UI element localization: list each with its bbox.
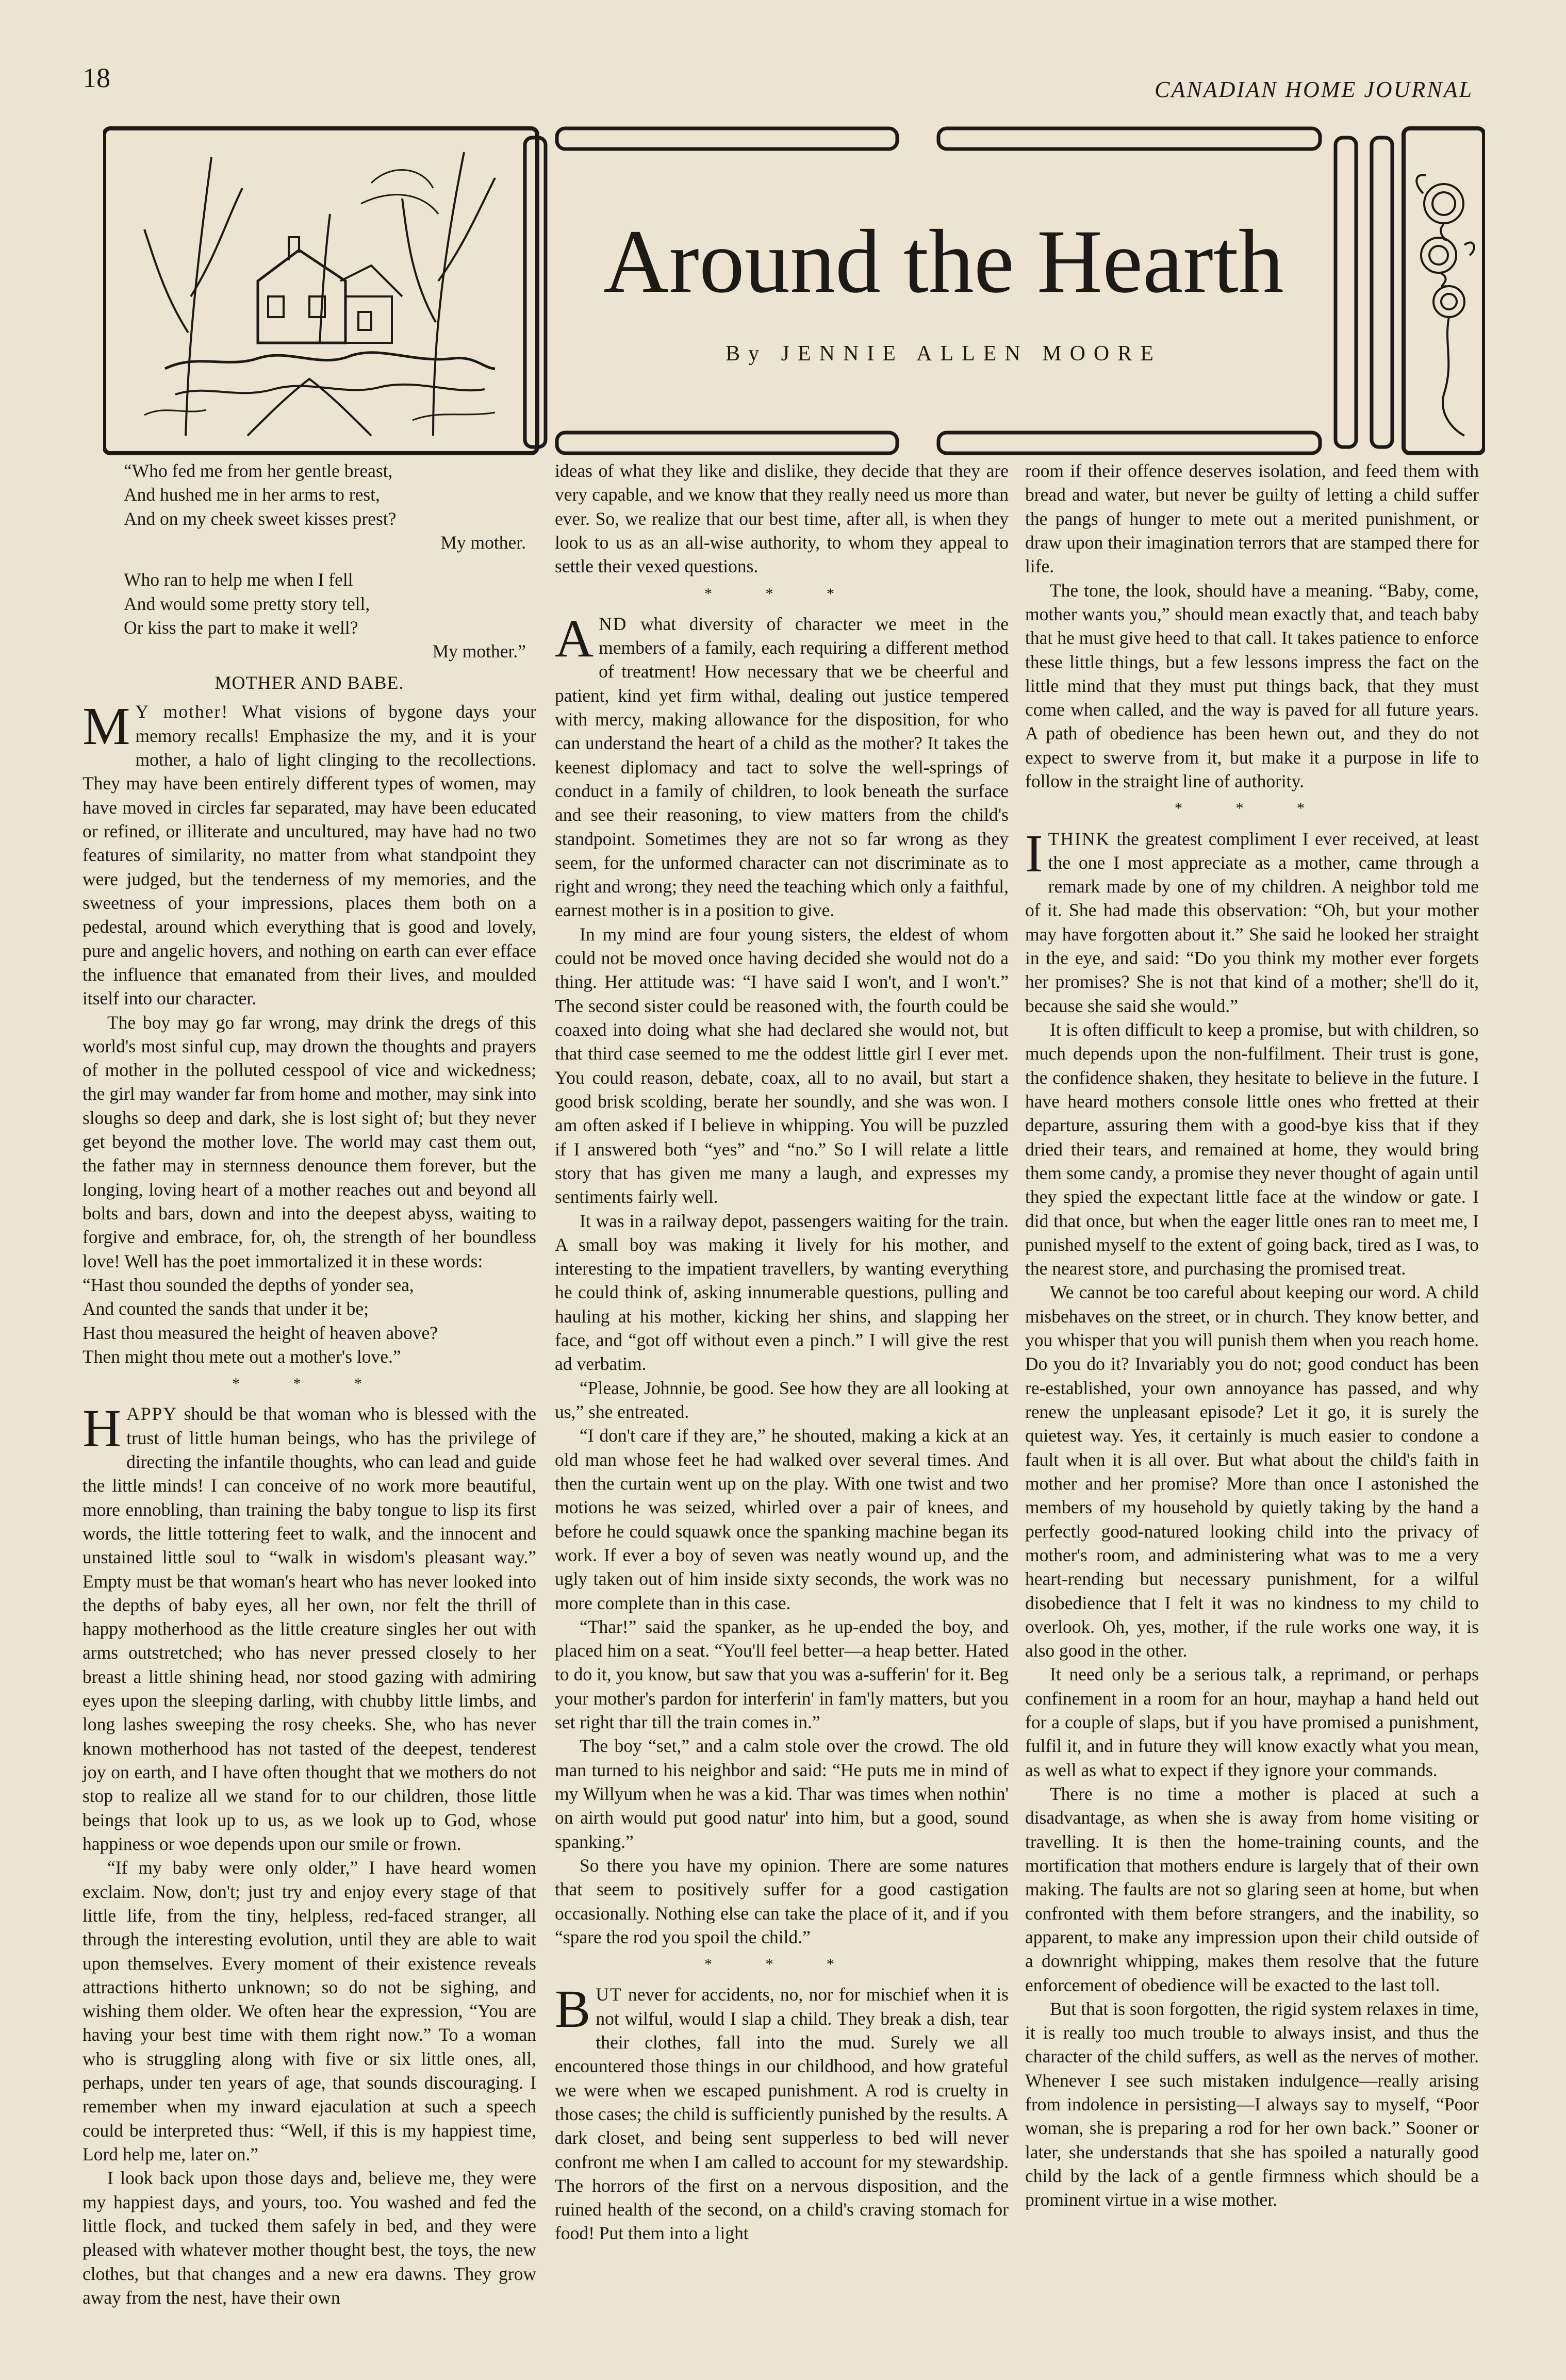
paragraph: It need only be a serious talk, a reprimand, or perhaps confinement in a room for an hour, mayhap a hand held out for a couple of slaps, but if you have promised a punishment, fulfil it, and in future they will know exactly what you mean, as well as what to expect if they ignore your commands.	[1025, 1664, 1479, 1780]
paragraph: “Please, Johnnie, be good. See how they are all looking at us,” she entreated.	[555, 1377, 1009, 1423]
drop-cap: M	[83, 697, 130, 756]
section-divider: * * *	[704, 1956, 859, 1973]
paragraph-text: should be that woman who is blessed with the trust of little human beings, who has the privilege of directing the infantile thoughts, who can lead and guide the little minds! I can conceive of no work more beautiful, more ennobling, than training the baby tongue to lisp its first words, the little tottering feet to walk, and the innocent and unstained little soul to “walk in wisdom's pleasant way.” Empty must be that woman's heart who has never looked into the depths of baby eyes, all her own, nor felt the thrill of happy motherhood as the little creature singles her out with arms outstretched; who has never pressed closely to her breast a little shining head, nor stood gazing with admiring eyes upon the sleeping darling, with chubby little limbs, and long lashes sweeping the rosy cheeks. She, who has never known motherhood has not tasted of the deepest, tenderest joy on earth, and I have often thought that we mothers do not stop to realize all we stand for to our children, those little beings that look up to us, as we look up to God, whose happiness or woe depends upon our smile or frown.	[83, 1403, 536, 1854]
poem-line: “Hast thou sounded the depths of yonder sea,	[83, 1274, 414, 1295]
paragraph	[83, 697, 536, 1010]
article-byline: By JENNIE ALLEN MOORE	[726, 342, 1162, 366]
paragraph: It is often difficult to keep a promise, but with children, so much depends upon the non-fulfilment. Their trust is gone, the confidence shaken, they hesitate to believe in the future. I have heard mothers console little ones who fretted at their departure, assuring them with a good-bye kiss that if they dried their tears, and remained at home, they would bring them some candy, a promise they never thought of again until they spied the expectant little face at the window or gate. I did that once, but when the eager little ones ran to meet me, I punished myself to the extent of going back, tired as I was, to the nearest store, and purchasing the promised treat.	[1025, 1019, 1479, 1279]
poem-opening	[124, 459, 536, 664]
paragraph: So there you have my opinion. There are some natures that seem to positively suffer for a good castigation occasionally. Nothing else can take the place of it, and if you “spare the rod you spoil the child.”	[555, 1855, 1009, 1947]
paragraph-text: the greatest compliment I ever received, at least the one I most appreciate as a mother, came through a remark made by one of my children. A neighbor told me of it. She had made this observation: “Oh, but your mother may have forgotten about it.” She said he looked her straight in the eye, and said: “Do you think my mother ever forgets her promises? She is not that kind of a mother; she'll do it, because she said she would.”	[1025, 828, 1479, 1016]
lead-words: ND	[599, 613, 628, 634]
poem-line: Who ran to help me when I fell	[124, 569, 353, 590]
poem-quote	[83, 1273, 536, 1368]
column-middle	[555, 459, 1009, 2346]
poem-line: Hast thou measured the height of heaven above?	[83, 1322, 438, 1343]
paragraph: The tone, the look, should have a meaning. “Baby, come, mother wants you,” should mean exactly that, and teach baby that he must give heed to that call. It takes patience to enforce these little things, but a few lessons impress the fact on the little mind that they must put things back, that they must come when called, and the way is paved for all future years. A path of obedience has been hewn out, and they do not expect to swerve from it, but make it a purpose in life to follow in the straight line of authority.	[1025, 580, 1479, 792]
column-left	[83, 459, 536, 2346]
section-subhead: MOTHER AND BABE.	[215, 672, 404, 693]
drop-cap: A	[555, 608, 594, 668]
lead-words: THINK	[1048, 828, 1111, 849]
house-trees-illustration-icon	[144, 152, 495, 436]
paragraph: It was in a railway depot, passengers waiting for the train. A small boy was making it lively for his mother, and interesting to the impatient travellers, by wanting everything he could think of, asking innumerable questions, pulling and hauling at his mother, kicking her shins, and slapping her face, and “got off without even a pinch.” I will give the rest ad verbatim.	[555, 1210, 1009, 1375]
paragraph-text: what diversity of character we meet in the members of a family, each requiring a different method of treatment! How necessary that we be cheerful and patient, kind yet firm withal, dealing out justice tempered with mercy, making allowance for the disposition, for who can understand the heart of a child as the mother? It takes the keenest diplomacy and tact to solve the well-springs of conduct in a family of children, to look beneath the surface and see their reasoning, to view matters from the child's standpoint. Sometimes they are not so far wrong as they seem, for the unformed character can not discriminate as to right and wrong; they need the teaching which only a faithful, earnest mother is in a position to give.	[555, 613, 1009, 921]
paragraph: The boy “set,” and a calm stole over the crowd. The old man turned to his neighbor and said: “He puts me in mind of my Willyum when he was a kid. Thar was times when nothin' on airth would put good natur' into him, but a good, sound spanking.”	[555, 1736, 1009, 1852]
rose-vine-icon	[1416, 175, 1474, 436]
paragraph: We cannot be too careful about keeping our word. A child misbehaves on the street, or in church. They know better, and you whisper that you will punish them when you reach home. Do you do it? Invariably you do not; good conduct has been re-established, your own annoyance has passed, and why renew the unpleasant episode? Let it go, it is surely the quietest way. Yes, it certainly is much easier to condone a fault when it is all over. But what about the child's faith in mother and her promise? More than once I astonished the members of my household by quietly taking by the hand a perfectly good-natured looking child into the privacy of mother's room, and administering what was to me a very heart-rending but necessary punishment, for a wilful disobedience that I felt it was no kindness to my child to overlook. Oh, yes, mother, if the rule works one way, it is also good in the other.	[1025, 1282, 1479, 1661]
poem-line: And counted the sands that under it be;	[83, 1298, 369, 1319]
paragraph	[555, 608, 1009, 922]
paragraph: I look back upon those days and, believe me, they were my happiest days, and yours, too. You washed and fed the little flock, and tucked them safely in bed, and they were pleased with whatever mother thought best, the toys, the new clothes, but that changes and a new era dawns. They grow away from the nest, have their own	[83, 2168, 536, 2308]
paragraph: ideas of what they like and dislike, they decide that they are very capable, and we know that they really need us more than ever. So, we realize that our best time, after all, is when they look to us as an all-wise authority, to whom they appeal to settle their vexed questions.	[555, 460, 1009, 577]
poem-line: And would some pretty story tell,	[124, 593, 370, 614]
drop-cap: H	[83, 1399, 122, 1459]
paragraph	[83, 1399, 536, 1856]
drop-cap: B	[555, 1979, 591, 2039]
poem-line: Then might thou mete out a mother's love.”	[83, 1346, 401, 1367]
article-title: Around the Hearth	[603, 211, 1284, 312]
poem-refrain: My mother.	[440, 532, 526, 553]
lead-words: APPY	[126, 1403, 177, 1425]
paragraph-text: never for accidents, no, nor for mischief when it is not wilful, would I slap a child. They break a dish, tear their clothes, fall into the mud. Surely we all encountered those things in our childhood, and how grateful we were when we escaped punishment. A rod is cruelty in those cases; the child is sufficiently punished by the results. A dark closet, and being sent supperless to bed will never confront me when I am called to account for my stewardship. The horrors of the first on a nervous disposition, and the ruined health of the second, on a child's craving stomach for food! Put them into a light	[555, 1984, 1009, 2244]
paragraph: But that is soon forgotten, the rigid system relaxes in time, it is really too much trouble to always insist, and thus the character of the child suffers, as well as the nerves of mother. Whenever I see such mistaken indulgence—really arising from indolence in persisting—I always say to myself, “Poor woman, she is preparing a rod for her own back.” Sooner or later, she understands that she has spoiled a naturally good child by the lack of a gentle firmness which should be a prominent virtue in a wise mother.	[1025, 1998, 1479, 2210]
lead-words: Y mother!	[135, 701, 229, 722]
column-right	[1025, 459, 1479, 2346]
running-head: CANADIAN HOME JOURNAL	[1155, 77, 1473, 102]
poem-line: “Who fed me from her gentle breast,	[124, 460, 393, 481]
poem-line: Or kiss the part to make it well?	[124, 617, 358, 638]
paragraph: room if their offence deserves isolation, and feed them with bread and water, but never be guilty of letting a child suffer the pangs of hunger to mete out a merited punishment, or draw upon their imagination terrors that are stamped there for life.	[1025, 460, 1479, 577]
paragraph	[1025, 823, 1479, 1018]
section-divider: * * *	[704, 585, 859, 602]
paragraph: “If my baby were only older,” I have heard women exclaim. Now, don't; just try and enjoy every stage of that little life, from the tiny, helpless, red-faced stranger, all through the interesting evolution, until they are able to wait upon themselves. Every moment of their existence reveals attractions hitherto unknown; so do not be sighing, and wishing them older. We often hear the expression, “You are having your best time with them right now.” To a woman who is struggling along with five or six little ones, all, perhaps, under ten years of age, that sounds discouraging. I remember when my inward ejaculation at such a speech could be interpreted thus: “Well, if this is my happiest time, Lord help me, later on.”	[83, 1857, 536, 2165]
section-divider: * * *	[1175, 800, 1329, 817]
section-divider: * * *	[232, 1375, 387, 1393]
page-number: 18	[83, 62, 110, 93]
poem-refrain: My mother.”	[432, 641, 526, 662]
paragraph: There is no time a mother is placed at such a disadvantage, as when she is away from home visiting or travelling. It is then the home-training counts, and the mortification that mothers endure is largely that of their own making. The faults are not so glaring seen at home, but when confronted with them before strangers, and the inability, so apparent, to make any impression upon their child outside of a downright whipping, makes them resolve that the future enforcement of obedience will be exacted to the last toll.	[1025, 1783, 1479, 1995]
paragraph	[555, 1979, 1009, 2245]
lead-words: UT	[596, 1984, 622, 2005]
paragraph: “Thar!” said the spanker, as he up-ended the boy, and placed him on a seat. “You'll feel better—a heap better. Hated to do it, you know, but saw that you was a-sufferin' for it. Beg your mother's pardon for interferin' in fam'ly matters, but you set right thar till the train comes in.”	[555, 1616, 1009, 1733]
paragraph: The boy may go far wrong, may drink the dregs of this world's most sinful cup, may drown the thoughts and prayers of mother in the polluted cesspool of vice and wickedness; the girl may wander far from home and mother, may sink into sloughs so deep and dark, she is lost sight of; but they never get beyond the mother love. The world may cast them out, the father may in sternness denounce them forever, but the longing, loving heart of a mother reaches out and beyond all bolts and bars, down and into the deepest abyss, waiting to forgive and embrace, for, oh, the strength of her boundless love! Well has the poet immortalized it in these words:	[83, 1012, 536, 1271]
paragraph: “I don't care if they are,” he shouted, making a kick at an old man whose feet he had walked over several times. And then the curtain went up on the play. With one twist and two motions he was seized, whirled over a pair of knees, and before he could squawk once the spanking machine began its work. If ever a boy of seven was neatly wound up, and the ugly taken out of him inside sixty seconds, the work was no more complete than in this case.	[555, 1425, 1009, 1613]
paragraph-text: What visions of bygone days your memory recalls! Emphasize the my, and it is your mother, a halo of light clinging to the recollections. They may have been entirely different types of women, may have moved in circles far separated, may have been educated or refined, or illiterate and uncultured, may have had no two features of similarity, no matter from what standpoint they were judged, but the tenderness of my memories, and the sweetness of your impressions, places them both on a pedestal, around which everything that is good and lovely, pure and angelic hovers, and nothing on earth can ever efface the influence that emanated from their lives, and moulded itself into our character.	[83, 701, 536, 1009]
paragraph: In my mind are four young sisters, the eldest of whom could not be moved once having decided she would not do a thing. Her attitude was: “I have said I won't, and I won't.” The second sister could be reasoned with, the fourth could be coaxed into doing what she had declared she would not, but that third case seemed to me the oddest little girl I ever met. You could reason, debate, coax, all to no avail, but start a good brisk scolding, berate her soundly, and she was won. I am often asked if I believe in whipping. You will be puzzled if I answered both “yes” and “no.” So I will relate a little story that has given me many a laugh, and expresses my sentiments fairly well.	[555, 923, 1009, 1208]
poem-line: And on my cheek sweet kisses prest?	[124, 508, 397, 529]
drop-cap: I	[1025, 823, 1043, 883]
poem-line: And hushed me in her arms to rest,	[124, 484, 380, 505]
